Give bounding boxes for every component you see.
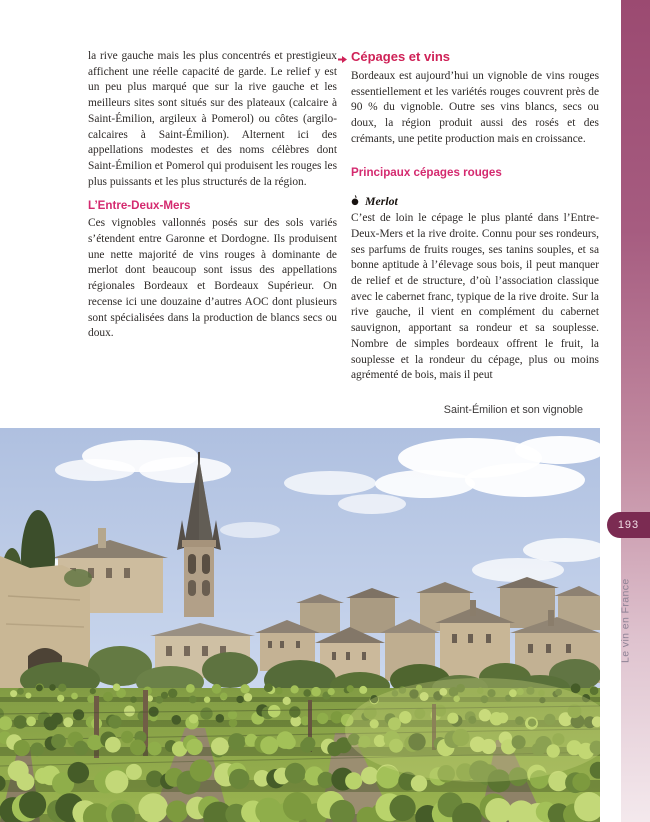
- body-paragraph: Ces vignobles vallonnés posés sur des sols variés s’étendent entre Garonne et Dordogne. Ils produisent une nette majorité de vins rouges à dominante de merlot dont beaucoup sont issus des appellations régionales Bordeaux et Bordeaux Supérieur. On recense ici une douzaine d’autres AOC dont plusieurs sont spécialisées dans la production de blancs secs ou doux.: [88, 217, 337, 340]
- chapter-vertical-label: Le vin en France: [619, 578, 632, 663]
- saint-emilion-photo: [0, 428, 600, 822]
- sidebar-gradient-strip: [621, 0, 650, 822]
- section-heading-cepages: [351, 49, 599, 65]
- grape-entry-title: [351, 194, 599, 211]
- grape-entry-label: Merlot: [365, 193, 398, 208]
- arrow-right-icon: [338, 52, 347, 61]
- left-text-column: [88, 49, 337, 342]
- subheading-cepages-rouges: Principaux cépages rouges: [351, 165, 502, 179]
- grape-berry-icon: [351, 195, 359, 211]
- body-paragraph: la rive gauche mais les plus concentrés et prestigieux affichent une réelle capacité de garde. Le relief y est un peu plus marqué que sur la rive gauche et les meilleurs sites sont situés sur des plateaux (calcaire à Saint-Émilion, argileux à Pomerol) ou côtes (argilo-calcaires à Saint-Émilion). Alternent ici des appellations modestes et des noms célèbres dont Saint-Émilion et Pomerol qui produisent les rouges les plus puissants et les plus structurés de la région.: [88, 50, 337, 188]
- section-heading-entre-deux-mers: L’Entre-Deux-Mers: [88, 199, 191, 213]
- photo-caption: Saint-Émilion et son vignoble: [443, 404, 583, 416]
- right-text-column: [351, 49, 599, 384]
- page-number-badge: 193: [607, 512, 650, 538]
- body-paragraph: C’est de loin le cépage le plus planté dans l’Entre-Deux-Mers et la rive droite. Connu pour ses rondeurs, ses parfums de fruits rouges, ses tanins souples, et sa bonne aptitude à l’élevage sous bois, il peut manquer de relief et de structure, d’où l’association classique avec le cabernet franc, typique de la rive droite. Sur la rive gauche, il vient en complément du cabernet sauvignon, apportant sa rondeur et sa souplesse. Nombre de simples bordeaux offrent le fruit, la souplesse et la rondeur du cépage, plus ou moins agrémenté de bois, mais il peut: [351, 212, 599, 382]
- body-paragraph: Bordeaux est aujourd’hui un vignoble de vins rouges essentiellement et les variétés rouges couvrent près de 90 % du vignoble. Outre ses vins blancs, secs ou doux, la région produit aussi des rosés et des crémants, une petite production mais en croissance.: [351, 70, 599, 145]
- section-heading-label: Cépages et vins: [351, 49, 450, 64]
